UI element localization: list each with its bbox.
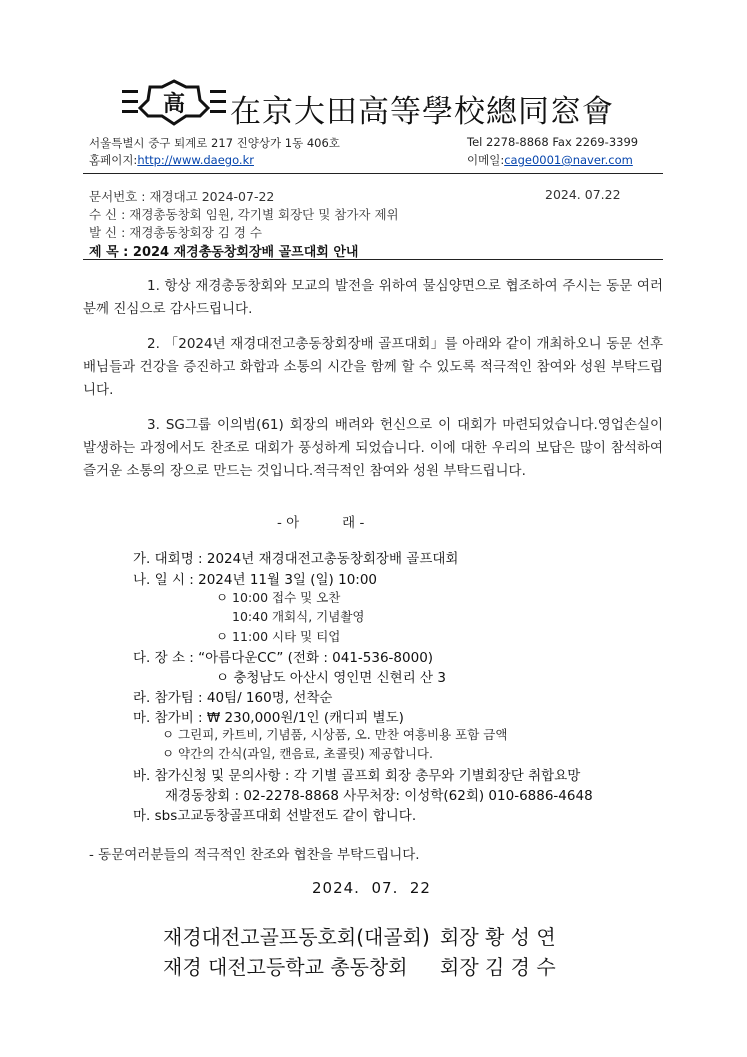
signature-golf-club-org: 재경대전고골프동호회(대골회): [163, 925, 430, 949]
header-divider: [83, 173, 663, 174]
notice-title: - 아 래 -: [277, 515, 365, 531]
item-fee: 마. 참가비 : ₩ 230,000원/1인 (캐디피 별도): [133, 710, 404, 726]
closing-request: - 동문여러분들의 적극적인 찬조와 협찬을 부탁드립니다.: [89, 847, 420, 863]
registration-contact: 재경동창회 : 02-2278-8868 사무처장: 이성학(62회) 010-6886-4648: [165, 788, 593, 804]
venue-address: ㅇ 충청남도 아산시 영인면 신현리 산 3: [216, 670, 446, 686]
homepage-label: 홈페이지:: [89, 153, 138, 167]
signature-alumni-org: 재경 대전고등학교 총동창회: [163, 955, 408, 979]
sender: 발 신 : 재경총동창회장 김 경 수: [89, 225, 262, 240]
phone-fax: Tel 2278-8868 Fax 2269-3399: [467, 135, 639, 149]
organization-name: 在京大田高等學校總同窓會: [230, 94, 614, 130]
fee-snacks: ㅇ 약간의 간식(과일, 캔음료, 초콜릿) 제공합니다.: [162, 746, 433, 761]
homepage-link[interactable]: http://www.daego.kr: [137, 153, 254, 167]
school-logo: [120, 78, 228, 126]
item-teams: 라. 참가팀 : 40팀/ 160명, 선착순: [133, 690, 333, 706]
fee-includes: ㅇ 그린피, 카트비, 기념품, 시상품, 오. 만찬 여흥비용 포함 금액: [162, 727, 508, 742]
schedule-reception: ㅇ 10:00 접수 및 오찬: [216, 590, 341, 605]
schedule-opening: 10:40 개회식, 기념촬영: [232, 609, 365, 624]
subject-divider: [83, 259, 663, 260]
item-registration: 바. 참가신청 및 문의사항 : 각 기별 골프회 회장 총무와 기별회장단 취합요망: [133, 768, 581, 784]
item-event-name: 가. 대회명 : 2024년 재경대전고총동창회장배 골프대회: [133, 551, 459, 567]
signature-alumni-name: 회장 김 경 수: [440, 955, 556, 979]
email: [467, 152, 633, 168]
item-venue: 다. 장 소 : “아름다운CC” (전화 : 041-536-8000): [133, 650, 434, 666]
email-link[interactable]: cage0001@naver.com: [504, 153, 633, 167]
closing-date: 2024. 07. 22: [312, 879, 431, 897]
recipient: 수 신 : 재경총동창회 임원, 각기별 회장단 및 참가자 제위: [89, 207, 399, 222]
paragraph-1: 1. 항상 재경총동창회와 모교의 발전을 위하여 물심양면으로 협조하여 주시는 동문 여러분께 진심으로 감사드립니다.: [83, 278, 663, 317]
address: 서울특별시 중구 퇴계로 217 진양상가 1동 406호: [89, 136, 340, 150]
item-datetime: 나. 일 시 : 2024년 11월 3일 (일) 10:00: [133, 572, 378, 588]
document-date: 2024. 07.22: [545, 187, 621, 202]
logo-character: 高: [162, 91, 186, 117]
paragraph-2: 2. 「2024년 재경대전고총동창회장배 골프대회」를 아래와 같이 개최하오니 동문 선후배님들과 건강을 증진하고 화합과 소통의 시간을 함께 할 수 있도록 적극적인 참여와 성원 부탁드립니다.: [83, 336, 663, 398]
item-sbs-qualifier: 마. sbs고교동창골프대회 선발전도 같이 합니다.: [133, 808, 417, 824]
document-number: 문서번호 : 재경대고 2024-07-22: [89, 189, 275, 204]
schedule-teeoff: ㅇ 11:00 시타 및 티업: [216, 629, 341, 644]
homepage: [89, 152, 254, 168]
signature-golf-club-name: 회장 황 성 연: [440, 925, 556, 949]
email-label: 이메일:: [467, 153, 505, 167]
paragraph-3: 3. SG그룹 이의범(61) 회장의 배려와 헌신으로 이 대회가 마련되었습니다.영업손실이 발생하는 과정에서도 찬조로 대회가 풍성하게 되었습니다. 이에 대한 우리의 보답은 많이 참석하여 즐거운 소통의 장으로 만드는 것입니다.적극적인 참여와 성원 부탁드립니다.: [83, 417, 663, 479]
subject: 제 목 : 2024 재경총동창회장배 골프대회 안내: [89, 245, 359, 260]
